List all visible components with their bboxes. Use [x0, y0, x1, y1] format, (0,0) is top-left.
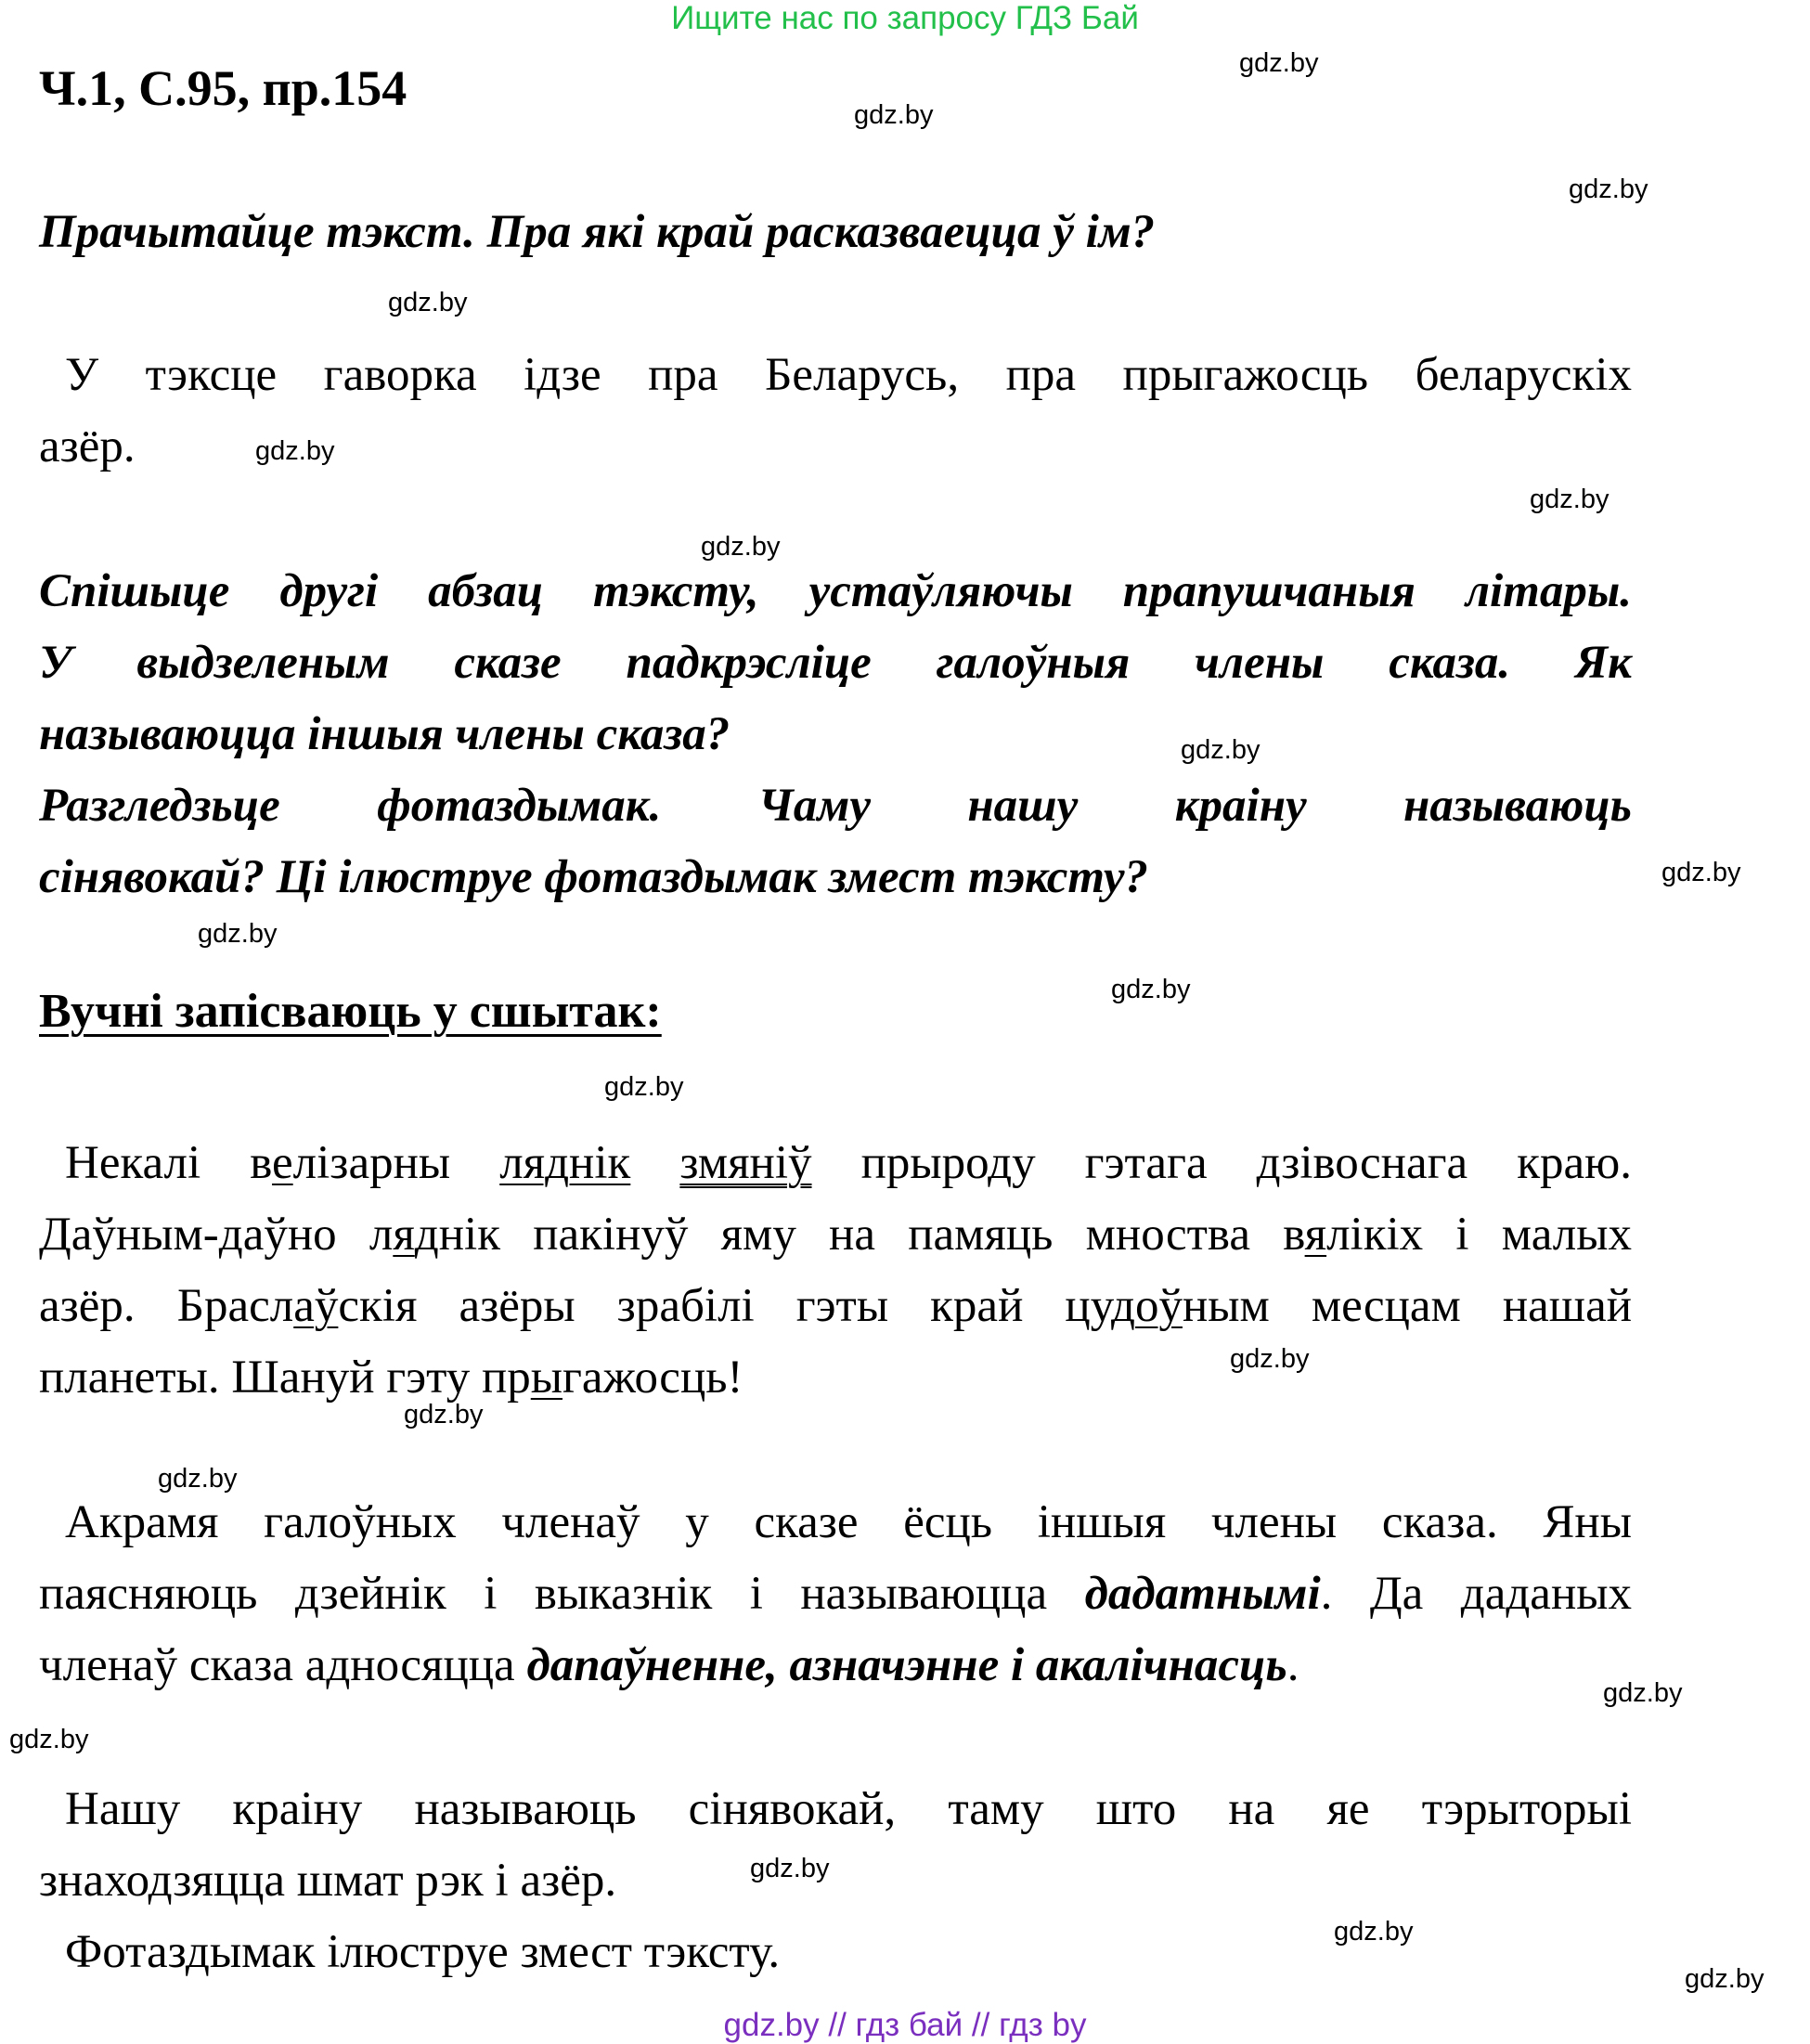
text-fragment: паясняюць дзейнік і выказнік і называюцца — [39, 1568, 1085, 1620]
watermark: gdz.by — [1569, 175, 1648, 204]
para-3-line-2: знаходзяцца шмат рэк і азёр. — [39, 1855, 617, 1907]
text-fragment: Даўным-даўно л — [39, 1209, 394, 1261]
text-fragment: членаў сказа адносяцца — [39, 1639, 527, 1691]
watermark: gdz.by — [854, 100, 934, 130]
text-fragment: азёр. Брасл — [39, 1280, 294, 1332]
text-fragment: лізарны — [292, 1137, 500, 1189]
para-1-line-2 — [39, 1199, 1632, 1271]
watermark: gdz.by — [701, 532, 781, 562]
watermark: gdz.by — [1334, 1917, 1414, 1947]
section-heading: Вучні запісваюць у сшытак: — [39, 985, 662, 1038]
para-3-line-1: Нашу краіну называюць сінявокай, таму што на яе тэрыторыі — [65, 1783, 1632, 1835]
text-fragment: прыроду гэтага дзівоснага краю. — [811, 1137, 1633, 1189]
underlined-letter: я — [393, 1209, 415, 1261]
watermark: gdz.by — [404, 1400, 484, 1430]
watermark: gdz.by — [1685, 1964, 1765, 1994]
para-4: Фотаздымак ілюструе змест тэксту. — [65, 1926, 781, 1978]
underlined-letter: я — [1304, 1209, 1327, 1261]
para-1-line-3 — [39, 1271, 1632, 1342]
text-fragment: скія азёры зрабілі гэты край цуд — [338, 1280, 1135, 1332]
text-fragment: днік пакінуў яму на памяць мноства в — [414, 1209, 1305, 1261]
page-title: Ч.1, С.95, пр.154 — [39, 60, 407, 116]
para-1-line-1 — [39, 1128, 1632, 1199]
watermark: gdz.by — [1530, 485, 1610, 514]
para-2-line-2 — [39, 1559, 1632, 1630]
task-2-line-3: называюцца іншыя члены сказа? — [39, 708, 730, 760]
watermark: gdz.by — [198, 919, 278, 949]
answer-1-line-2: азёр. — [39, 420, 136, 472]
text-fragment: лікіх і малых — [1326, 1209, 1632, 1261]
bottom-banner: gdz.by // гдз бай // гдз by — [723, 2007, 1087, 2043]
underlined-letter: ы — [530, 1352, 563, 1404]
task-2-line-1: Спішыце другі абзац тэксту, устаўляючы прапушчаныя літары. — [39, 565, 1632, 617]
text-fragment: планеты. Шануй гэту пр — [39, 1352, 531, 1404]
watermark: gdz.by — [1603, 1678, 1683, 1708]
task-3-line-2: сінявокай? Ці ілюструе фотаздымак змест тэксту? — [39, 851, 1148, 903]
term-emphasis: дапаўненне, азначэнне і акалічнасць — [526, 1639, 1287, 1691]
watermark: gdz.by — [158, 1464, 238, 1494]
text-fragment: ным месцам нашай — [1182, 1280, 1633, 1332]
watermark: gdz.by — [1181, 735, 1261, 765]
task-1: Прачытайце тэкст. Пра які край расказваецца ў ім? — [39, 206, 1156, 258]
watermark: gdz.by — [1111, 975, 1191, 1004]
watermark: gdz.by — [1239, 48, 1319, 78]
text-fragment — [630, 1137, 679, 1189]
predicate-word: змяніў — [679, 1137, 812, 1189]
subject-word: ляднік — [499, 1137, 631, 1189]
para-2-line-3 — [39, 1630, 1632, 1701]
watermark: gdz.by — [604, 1072, 684, 1102]
text-fragment: гажосць! — [562, 1352, 743, 1404]
watermark: gdz.by — [9, 1725, 89, 1754]
underlined-letter: е — [272, 1137, 293, 1189]
para-2-line-1: Акрамя галоўных членаў у сказе ёсць іншыя члены сказа. Яны — [65, 1496, 1632, 1548]
task-2-line-2: У выдзеленым сказе падкрэсліце галоўныя члены сказа. Як — [39, 637, 1632, 689]
underlined-letter: оў — [1134, 1280, 1183, 1332]
watermark: gdz.by — [1661, 858, 1741, 887]
text-fragment: . — [1286, 1639, 1299, 1691]
watermark: gdz.by — [750, 1854, 830, 1883]
text-fragment: . Да даданых — [1320, 1568, 1632, 1620]
term-emphasis: дадатнымі — [1084, 1568, 1321, 1620]
watermark: gdz.by — [388, 288, 468, 317]
top-banner: Ищите нас по запросу ГДЗ Бай — [671, 0, 1139, 36]
para-1-line-4 — [39, 1342, 1632, 1414]
underlined-letter: аў — [293, 1280, 339, 1332]
answer-1-line-1: У тэксце гаворка ідзе пра Беларусь, пра прыгажосць беларускіх — [65, 349, 1632, 401]
task-3-line-1: Разгледзьце фотаздымак. Чаму нашу краіну называюць — [39, 780, 1632, 832]
text-fragment: Некалі в — [65, 1137, 273, 1189]
watermark: gdz.by — [1230, 1344, 1310, 1374]
watermark: gdz.by — [255, 436, 335, 466]
